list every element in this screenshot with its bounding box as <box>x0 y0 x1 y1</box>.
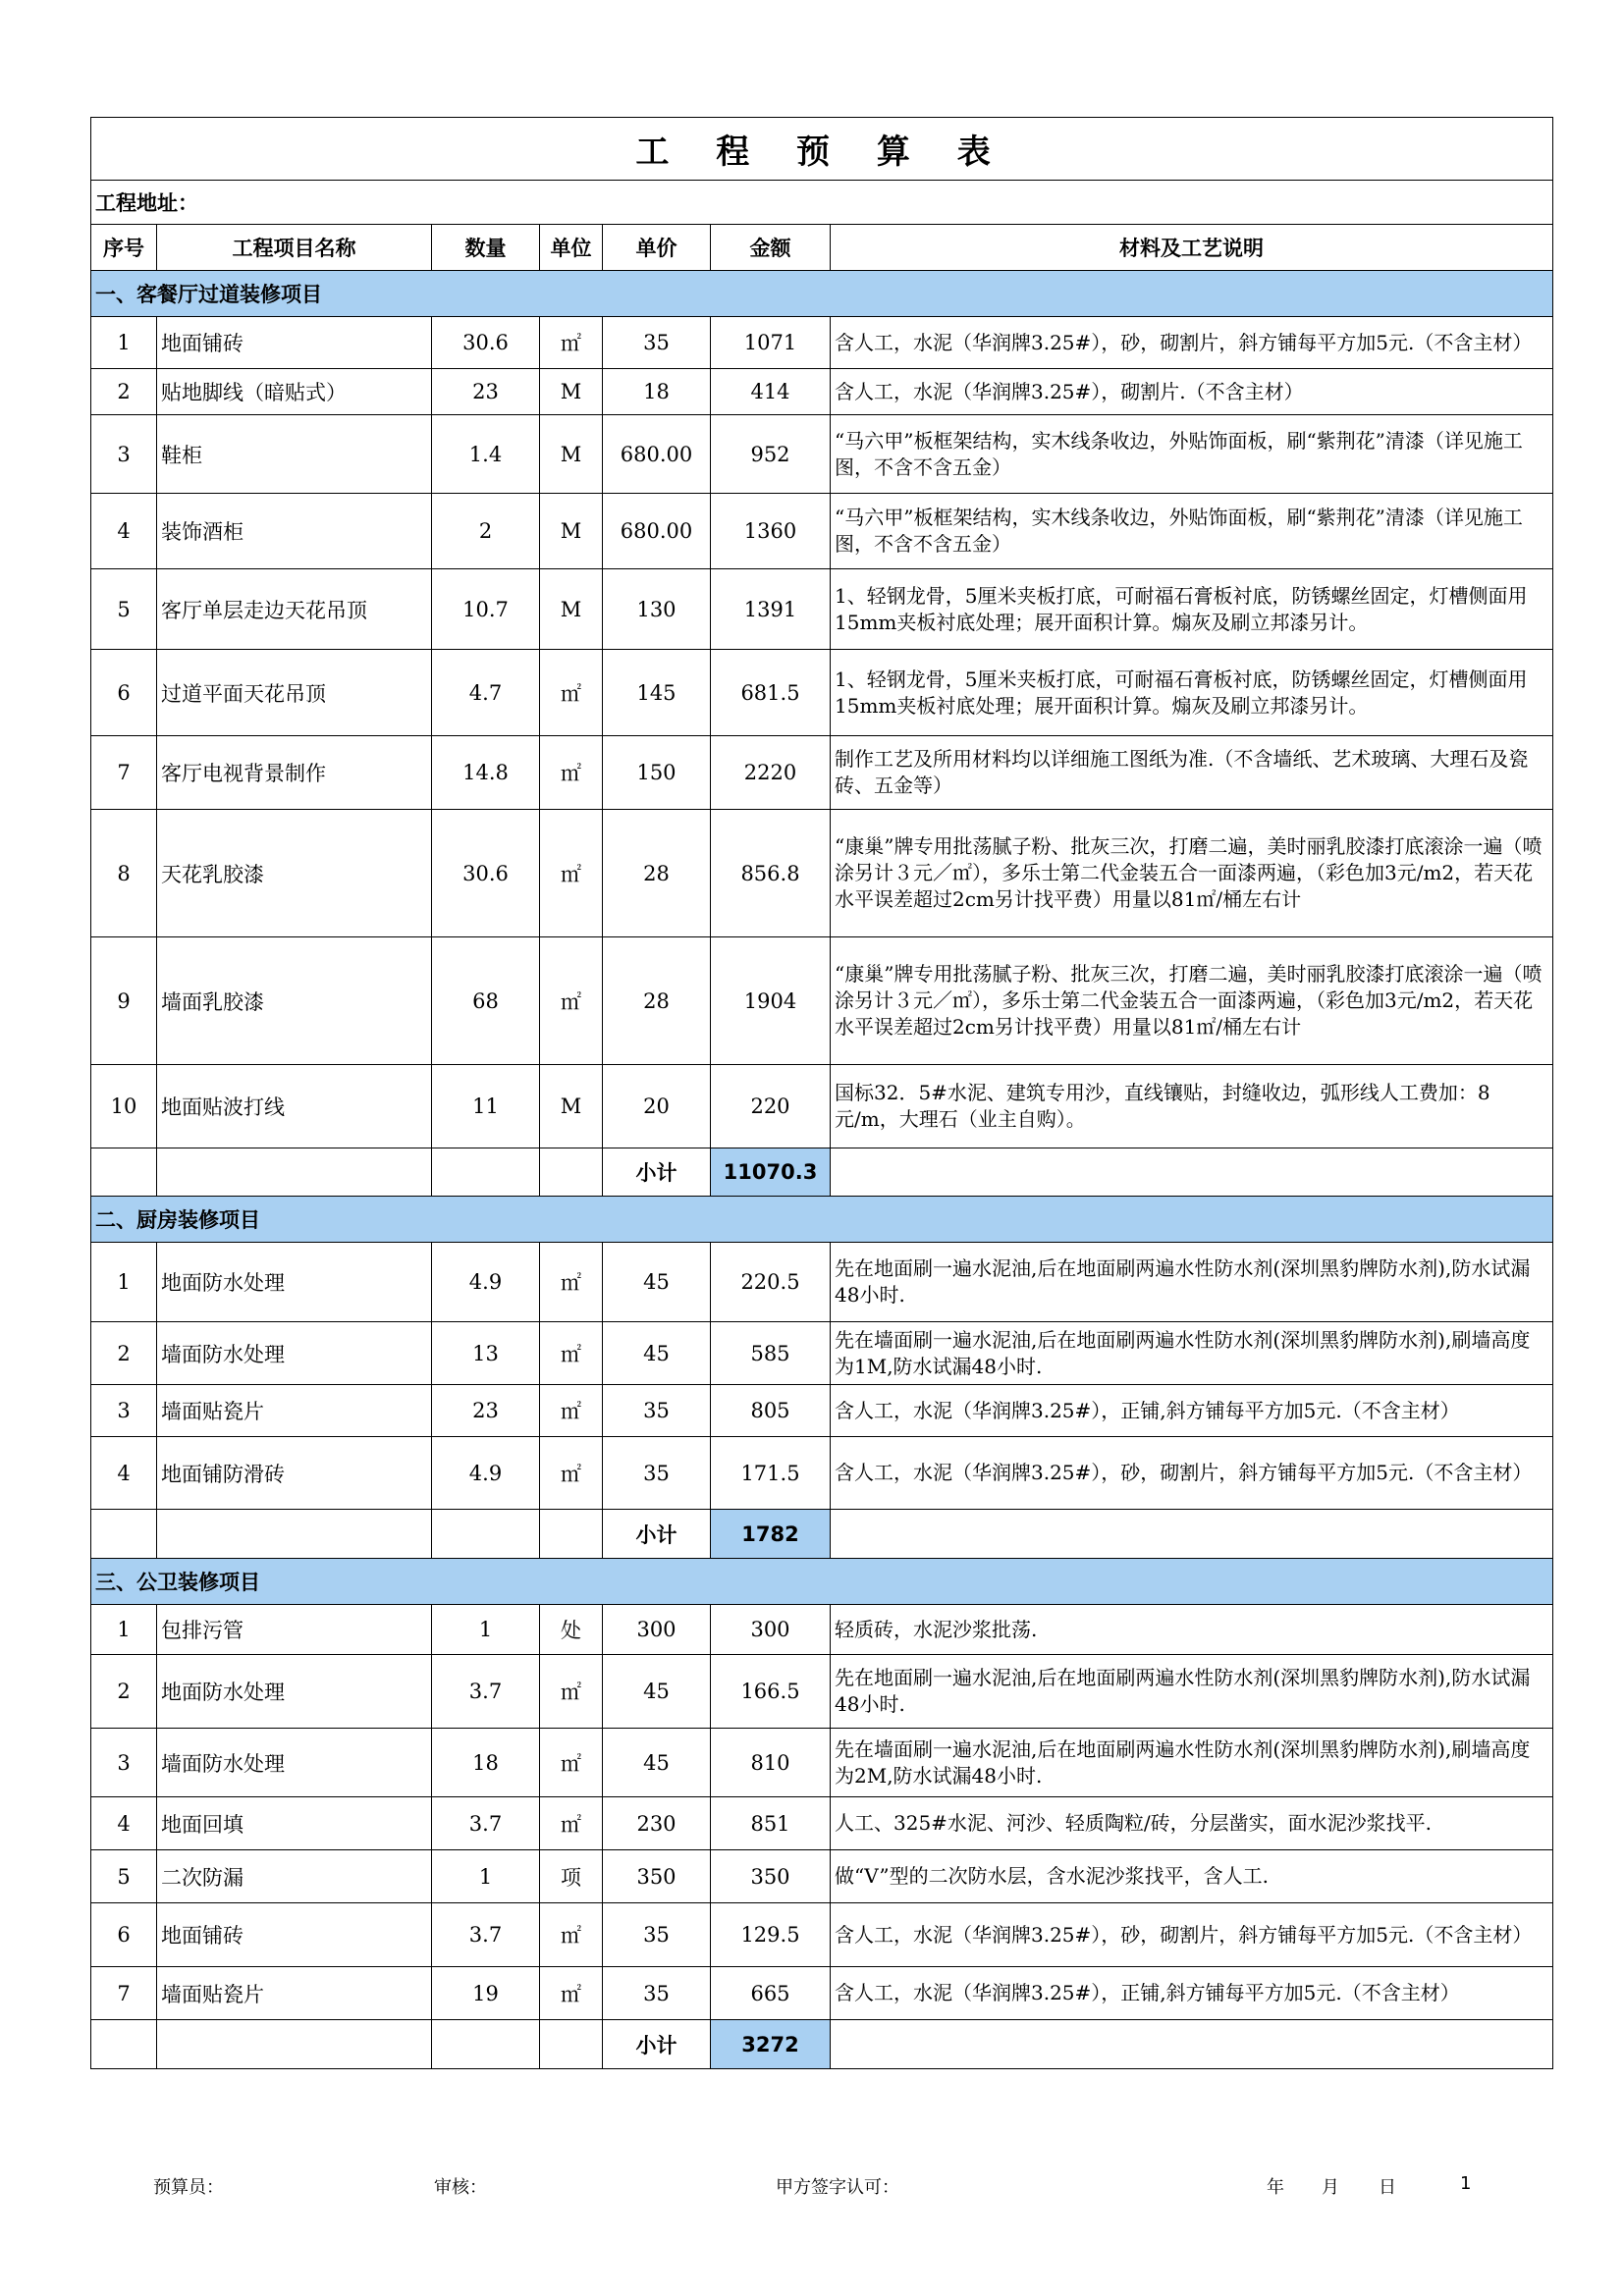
row-number: 6 <box>91 1903 157 1967</box>
item-unit: M <box>540 415 603 494</box>
item-quantity: 18 <box>432 1729 540 1797</box>
project-address-label: 工程地址： <box>91 181 1553 225</box>
header-row <box>91 225 1553 271</box>
row-number: 4 <box>91 494 157 569</box>
item-description: 轻质砖，水泥沙浆批荡. <box>831 1605 1553 1655</box>
row-number: 8 <box>91 810 157 937</box>
year-label: 年 <box>1267 2177 1284 2198</box>
row-number: 1 <box>91 1243 157 1322</box>
item-description: 1、轻钢龙骨，5厘米夹板打底，可耐福石膏板衬底，防锈螺丝固定，灯槽侧面用15mm夹板衬底处理；展开面积计算。煽灰及刷立邦漆另计。 <box>831 569 1553 650</box>
section-title: 一、客餐厅过道装修项目 <box>91 271 1553 317</box>
item-amount: 585 <box>711 1322 831 1385</box>
budgeter-label: 预算员： <box>153 2177 224 2198</box>
item-amount: 856.8 <box>711 810 831 937</box>
item-quantity: 2 <box>432 494 540 569</box>
item-unit: ㎡ <box>540 736 603 810</box>
item-quantity: 11 <box>432 1065 540 1148</box>
row-number: 3 <box>91 415 157 494</box>
row-number: 1 <box>91 317 157 369</box>
item-amount: 220.5 <box>711 1243 831 1322</box>
item-name: 墙面防水处理 <box>157 1729 432 1797</box>
item-quantity: 30.6 <box>432 317 540 369</box>
item-amount: 2220 <box>711 736 831 810</box>
item-description: 先在墙面刷一遍水泥油,后在地面刷两遍水性防水剂(深圳黑豹牌防水剂),刷墙高度为1M,防水试漏48小时. <box>831 1322 1553 1385</box>
item-unit-price: 35 <box>603 1385 711 1437</box>
item-name: 天花乳胶漆 <box>157 810 432 937</box>
subtotal-amount: 1782 <box>711 1510 831 1559</box>
item-name: 地面防水处理 <box>157 1243 432 1322</box>
item-name: 地面回填 <box>157 1797 432 1850</box>
subtotal-row <box>91 2020 1553 2069</box>
subtotal-row <box>91 1148 1553 1197</box>
table-row <box>91 650 1553 736</box>
item-description: “马六甲”板框架结构，实木线条收边，外贴饰面板，刷“紫荆花”清漆（详见施工图，不含不含五金） <box>831 415 1553 494</box>
item-description: “康巢”牌专用批荡腻子粉、批灰三次，打磨二遍，美时丽乳胶漆打底滚涂一遍（喷涂另计３元／㎡），多乐士第二代金装五合一面漆两遍，（彩色加3元/m2，若天花水平误差超过2cm另计找平费）用量以81㎡/桶左右计 <box>831 810 1553 937</box>
item-name: 墙面贴瓷片 <box>157 1385 432 1437</box>
row-number: 2 <box>91 1655 157 1729</box>
table-title: 工 程 预 算 表 <box>91 118 1553 181</box>
subtotal-amount: 3272 <box>711 2020 831 2069</box>
item-name: 地面防水处理 <box>157 1655 432 1729</box>
item-unit: ㎡ <box>540 650 603 736</box>
table-row <box>91 1903 1553 1967</box>
item-description: “马六甲”板框架结构，实木线条收边，外贴饰面板，刷“紫荆花”清漆（详见施工图，不含不含五金） <box>831 494 1553 569</box>
item-unit-price: 35 <box>603 317 711 369</box>
item-amount: 300 <box>711 1605 831 1655</box>
item-description: 含人工，水泥（华润牌3.25#），正铺,斜方铺每平方加5元.（不含主材） <box>831 1385 1553 1437</box>
item-description: 含人工，水泥（华润牌3.25#），砂，砌割片，斜方铺每平方加5元.（不含主材） <box>831 1903 1553 1967</box>
item-unit-price: 35 <box>603 1437 711 1510</box>
item-quantity: 4.9 <box>432 1437 540 1510</box>
item-unit: ㎡ <box>540 1729 603 1797</box>
item-unit-price: 680.00 <box>603 415 711 494</box>
section-title: 三、公卫装修项目 <box>91 1559 1553 1605</box>
table-row <box>91 369 1553 415</box>
table-row <box>91 1797 1553 1850</box>
header-note: 材料及工艺说明 <box>831 225 1553 271</box>
item-unit: M <box>540 569 603 650</box>
section-title: 二、厨房装修项目 <box>91 1197 1553 1243</box>
item-unit-price: 20 <box>603 1065 711 1148</box>
subtotal-empty-cell <box>91 1510 157 1559</box>
item-description: 含人工，水泥（华润牌3.25#），砂，砌割片，斜方铺每平方加5元.（不含主材） <box>831 317 1553 369</box>
item-name: 客厅电视背景制作 <box>157 736 432 810</box>
item-amount: 220 <box>711 1065 831 1148</box>
item-quantity: 1.4 <box>432 415 540 494</box>
item-name: 地面铺砖 <box>157 1903 432 1967</box>
item-quantity: 4.7 <box>432 650 540 736</box>
item-amount: 805 <box>711 1385 831 1437</box>
table-row <box>91 736 1553 810</box>
item-unit-price: 145 <box>603 650 711 736</box>
subtotal-empty-cell <box>540 1510 603 1559</box>
item-amount: 350 <box>711 1850 831 1903</box>
item-name: 包排污管 <box>157 1605 432 1655</box>
subtotal-empty-cell <box>91 2020 157 2069</box>
section-header-row <box>91 1559 1553 1605</box>
item-unit-price: 45 <box>603 1729 711 1797</box>
table-row <box>91 1322 1553 1385</box>
item-amount: 129.5 <box>711 1903 831 1967</box>
item-unit: ㎡ <box>540 1967 603 2020</box>
table-row <box>91 317 1553 369</box>
subtotal-label: 小计 <box>603 1148 711 1197</box>
client-sign-label: 甲方签字认可： <box>776 2177 899 2198</box>
item-unit-price: 45 <box>603 1243 711 1322</box>
item-quantity: 68 <box>432 937 540 1065</box>
item-unit-price: 28 <box>603 937 711 1065</box>
item-name: 墙面乳胶漆 <box>157 937 432 1065</box>
row-number: 7 <box>91 1967 157 2020</box>
item-amount: 1071 <box>711 317 831 369</box>
item-unit: ㎡ <box>540 1437 603 1510</box>
subtotal-empty-cell <box>831 1148 1553 1197</box>
item-quantity: 23 <box>432 1385 540 1437</box>
item-description: 制作工艺及所用材料均以详细施工图纸为准.（不含墙纸、艺术玻璃、大理石及瓷砖、五金等） <box>831 736 1553 810</box>
item-amount: 1391 <box>711 569 831 650</box>
item-amount: 1904 <box>711 937 831 1065</box>
item-amount: 414 <box>711 369 831 415</box>
table-row <box>91 937 1553 1065</box>
table-row <box>91 1243 1553 1322</box>
table-row <box>91 810 1553 937</box>
subtotal-empty-cell <box>432 2020 540 2069</box>
item-unit: M <box>540 494 603 569</box>
item-description: 先在地面刷一遍水泥油,后在地面刷两遍水性防水剂(深圳黑豹牌防水剂),防水试漏48小时. <box>831 1655 1553 1729</box>
section-header-row <box>91 271 1553 317</box>
item-unit: ㎡ <box>540 1243 603 1322</box>
row-number: 3 <box>91 1385 157 1437</box>
month-label: 月 <box>1322 2177 1339 2198</box>
subtotal-amount: 11070.3 <box>711 1148 831 1197</box>
item-amount: 810 <box>711 1729 831 1797</box>
item-name: 墙面贴瓷片 <box>157 1967 432 2020</box>
section-header-row <box>91 1197 1553 1243</box>
table-row <box>91 1729 1553 1797</box>
table-row <box>91 494 1553 569</box>
item-quantity: 14.8 <box>432 736 540 810</box>
table-row <box>91 1437 1553 1510</box>
row-number: 1 <box>91 1605 157 1655</box>
item-name: 墙面防水处理 <box>157 1322 432 1385</box>
table-row <box>91 1605 1553 1655</box>
table-row <box>91 1385 1553 1437</box>
row-number: 7 <box>91 736 157 810</box>
subtotal-empty-cell <box>157 1148 432 1197</box>
item-unit: ㎡ <box>540 317 603 369</box>
item-quantity: 23 <box>432 369 540 415</box>
header-amount: 金额 <box>711 225 831 271</box>
item-quantity: 3.7 <box>432 1655 540 1729</box>
item-description: 人工、325#水泥、河沙、轻质陶粒/砖，分层凿实，面水泥沙浆找平. <box>831 1797 1553 1850</box>
item-name: 贴地脚线（暗贴式） <box>157 369 432 415</box>
item-amount: 1360 <box>711 494 831 569</box>
item-unit-price: 18 <box>603 369 711 415</box>
row-number: 4 <box>91 1437 157 1510</box>
item-amount: 681.5 <box>711 650 831 736</box>
row-number: 5 <box>91 569 157 650</box>
item-unit-price: 35 <box>603 1967 711 2020</box>
item-unit: M <box>540 369 603 415</box>
table-row <box>91 569 1553 650</box>
item-quantity: 3.7 <box>432 1797 540 1850</box>
table-row <box>91 1967 1553 2020</box>
table-row <box>91 1655 1553 1729</box>
subtotal-empty-cell <box>831 2020 1553 2069</box>
row-number: 10 <box>91 1065 157 1148</box>
row-number: 3 <box>91 1729 157 1797</box>
item-unit-price: 28 <box>603 810 711 937</box>
row-number: 6 <box>91 650 157 736</box>
table-row <box>91 415 1553 494</box>
item-unit-price: 150 <box>603 736 711 810</box>
header-qty: 数量 <box>432 225 540 271</box>
item-unit-price: 45 <box>603 1655 711 1729</box>
header-price: 单价 <box>603 225 711 271</box>
item-description: 含人工，水泥（华润牌3.25#），砂，砌割片，斜方铺每平方加5元.（不含主材） <box>831 1437 1553 1510</box>
subtotal-row <box>91 1510 1553 1559</box>
subtotal-empty-cell <box>157 1510 432 1559</box>
item-unit-price: 680.00 <box>603 494 711 569</box>
item-quantity: 1 <box>432 1850 540 1903</box>
item-amount: 952 <box>711 415 831 494</box>
item-description: 含人工，水泥（华润牌3.25#），砌割片.（不含主材） <box>831 369 1553 415</box>
row-number: 2 <box>91 369 157 415</box>
item-name: 客厅单层走边天花吊顶 <box>157 569 432 650</box>
item-unit-price: 230 <box>603 1797 711 1850</box>
header-unit: 单位 <box>540 225 603 271</box>
item-unit: ㎡ <box>540 1903 603 1967</box>
subtotal-empty-cell <box>432 1510 540 1559</box>
item-amount: 665 <box>711 1967 831 2020</box>
subtotal-label: 小计 <box>603 1510 711 1559</box>
item-name: 装饰酒柜 <box>157 494 432 569</box>
item-quantity: 1 <box>432 1605 540 1655</box>
item-unit: ㎡ <box>540 1322 603 1385</box>
item-unit: 处 <box>540 1605 603 1655</box>
header-no: 序号 <box>91 225 157 271</box>
item-unit: M <box>540 1065 603 1148</box>
item-name: 地面贴波打线 <box>157 1065 432 1148</box>
row-number: 2 <box>91 1322 157 1385</box>
item-description: 先在墙面刷一遍水泥油,后在地面刷两遍水性防水剂(深圳黑豹牌防水剂),刷墙高度为2M,防水试漏48小时. <box>831 1729 1553 1797</box>
subtotal-label: 小计 <box>603 2020 711 2069</box>
item-description: 先在地面刷一遍水泥油,后在地面刷两遍水性防水剂(深圳黑豹牌防水剂),防水试漏48小时. <box>831 1243 1553 1322</box>
page-number: 1 <box>1460 2173 1472 2194</box>
reviewer-label: 审核： <box>434 2177 487 2198</box>
item-name: 地面铺砖 <box>157 317 432 369</box>
subtotal-empty-cell <box>540 2020 603 2069</box>
item-unit-price: 35 <box>603 1903 711 1967</box>
budget-table <box>90 117 1553 2069</box>
row-number: 5 <box>91 1850 157 1903</box>
item-name: 地面铺防滑砖 <box>157 1437 432 1510</box>
item-unit-price: 45 <box>603 1322 711 1385</box>
item-unit: ㎡ <box>540 810 603 937</box>
item-unit: ㎡ <box>540 1385 603 1437</box>
item-unit: 项 <box>540 1850 603 1903</box>
item-name: 二次防漏 <box>157 1850 432 1903</box>
subtotal-empty-cell <box>540 1148 603 1197</box>
item-quantity: 30.6 <box>432 810 540 937</box>
subtotal-empty-cell <box>157 2020 432 2069</box>
item-quantity: 19 <box>432 1967 540 2020</box>
item-description: 国标32．5#水泥、建筑专用沙，直线镶贴，封缝收边，弧形线人工费加：8元/m，大理石（业主自购）。 <box>831 1065 1553 1148</box>
item-amount: 166.5 <box>711 1655 831 1729</box>
row-number: 9 <box>91 937 157 1065</box>
item-quantity: 3.7 <box>432 1903 540 1967</box>
item-description: 做“V”型的二次防水层，含水泥沙浆找平，含人工. <box>831 1850 1553 1903</box>
signature-footer <box>0 2173 1624 2203</box>
table-row <box>91 1065 1553 1148</box>
item-amount: 171.5 <box>711 1437 831 1510</box>
row-number: 4 <box>91 1797 157 1850</box>
item-description: “康巢”牌专用批荡腻子粉、批灰三次，打磨二遍，美时丽乳胶漆打底滚涂一遍（喷涂另计３元／㎡），多乐士第二代金装五合一面漆两遍，（彩色加3元/m2，若天花水平误差超过2cm另计找平费）用量以81㎡/桶左右计 <box>831 937 1553 1065</box>
day-label: 日 <box>1379 2177 1396 2198</box>
item-name: 过道平面天花吊顶 <box>157 650 432 736</box>
item-name: 鞋柜 <box>157 415 432 494</box>
item-unit-price: 300 <box>603 1605 711 1655</box>
item-description: 1、轻钢龙骨，5厘米夹板打底，可耐福石膏板衬底，防锈螺丝固定，灯槽侧面用15mm夹板衬底处理；展开面积计算。煽灰及刷立邦漆另计。 <box>831 650 1553 736</box>
item-unit: ㎡ <box>540 937 603 1065</box>
item-amount: 851 <box>711 1797 831 1850</box>
subtotal-empty-cell <box>432 1148 540 1197</box>
table-row <box>91 1850 1553 1903</box>
item-description: 含人工，水泥（华润牌3.25#），正铺,斜方铺每平方加5元.（不含主材） <box>831 1967 1553 2020</box>
item-unit-price: 130 <box>603 569 711 650</box>
item-quantity: 13 <box>432 1322 540 1385</box>
item-quantity: 10.7 <box>432 569 540 650</box>
header-name: 工程项目名称 <box>157 225 432 271</box>
item-unit-price: 350 <box>603 1850 711 1903</box>
subtotal-empty-cell <box>831 1510 1553 1559</box>
item-unit: ㎡ <box>540 1797 603 1850</box>
subtotal-empty-cell <box>91 1148 157 1197</box>
item-unit: ㎡ <box>540 1655 603 1729</box>
item-quantity: 4.9 <box>432 1243 540 1322</box>
